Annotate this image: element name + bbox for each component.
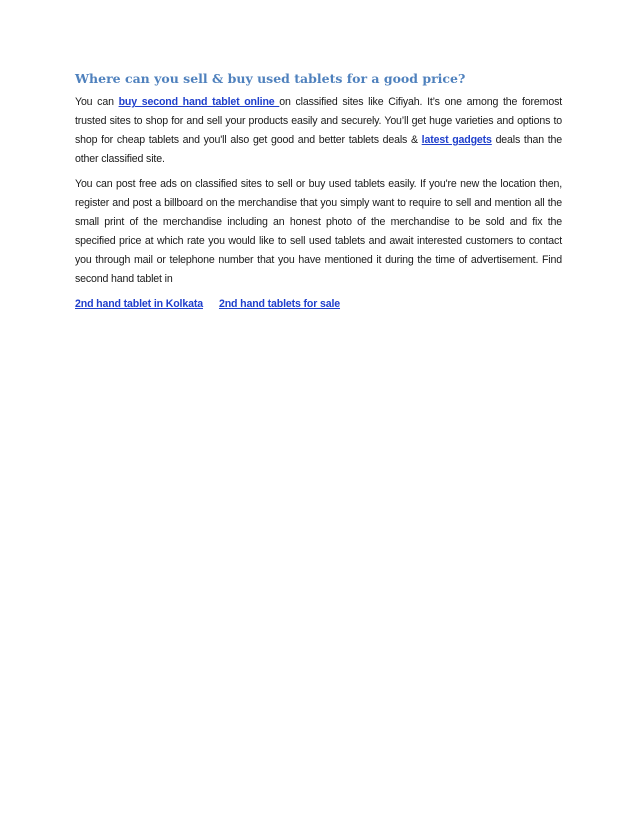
paragraph-intro-text-start: You can	[75, 96, 119, 108]
paragraph-intro	[75, 93, 562, 169]
paragraph-intro-text-end: deals than the other classified site.	[75, 134, 562, 165]
buy-second-hand-tablet-online-link[interactable]: buy second hand tablet online	[118, 96, 280, 108]
tablets-for-sale-link[interactable]: 2nd hand tablets for sale	[218, 298, 341, 310]
latest-gadgets-link[interactable]: latest gadgets	[421, 134, 492, 146]
document-content	[75, 70, 562, 314]
paragraph-intro-text-middle: on classified sites like Cifiyah. It’s one among the foremost trusted sites to shop for and sell your products easily and securely. You’ll get huge varieties and options to shop for cheap tablets and you'll also get good and better tablets deals &	[75, 96, 563, 146]
paragraph-post-ads: You can post free ads on classified sites to sell or buy used tablets easily. If you're new the location then, register and post a billboard on the merchandise that you simply want to require to sell and mention all the small print of the merchandise including an honest photo of the merchandise to be sold and fix the specified price at which rate you would like to sell used tablets and await interested customers to contact you through mail or telephone number that you have mentioned it during the time of advertisement. Find second hand tablet in	[75, 178, 562, 285]
tablet-in-kolkata-link[interactable]: 2nd hand tablet in Kolkata	[75, 298, 203, 310]
page-heading: Where can you sell & buy used tablets for a good price?	[75, 71, 466, 86]
related-links	[75, 295, 562, 314]
